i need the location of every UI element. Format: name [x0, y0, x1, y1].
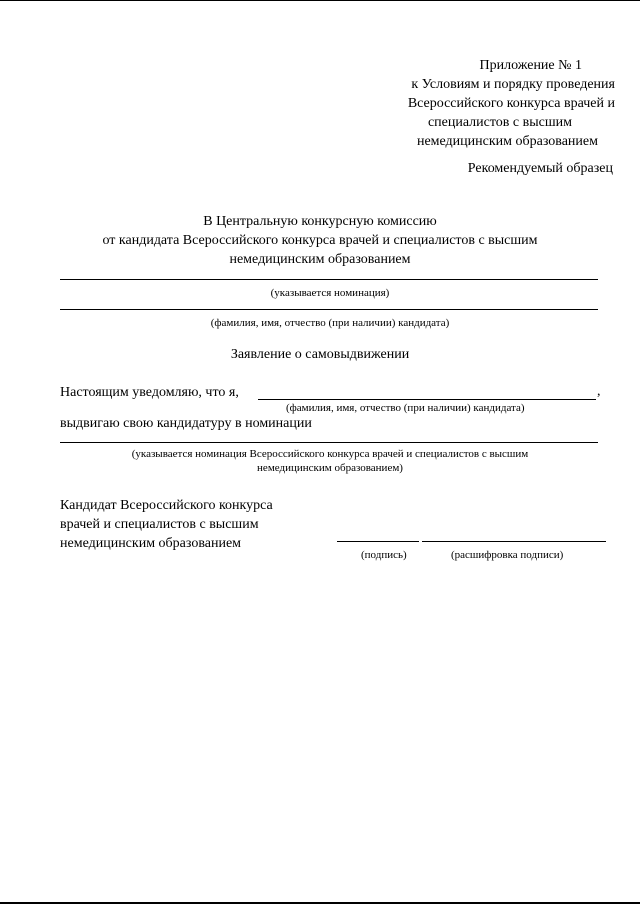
addressee-line-2: от кандидата Всероссийского конкурса врачей и специалистов с высшим — [102, 233, 538, 248]
signature-caption: (подпись) — [361, 549, 407, 561]
addressee-line-1: В Центральную конкурсную комиссию — [203, 214, 437, 229]
signature-line[interactable] — [337, 541, 419, 542]
appendix-line-5: немедицинским образованием — [416, 134, 598, 149]
nominate-text: выдвигаю свою кандидатуру в номинации — [60, 416, 312, 431]
page-bottom-border — [0, 902, 640, 904]
addressee-line-3: немедицинским образованием — [229, 252, 411, 267]
signature-decode-caption: (расшифровка подписи) — [451, 549, 564, 561]
notify-fio-caption: (фамилия, имя, отчество (при наличии) кандидата) — [286, 402, 525, 414]
page-top-border — [0, 0, 640, 1]
appendix-number: Приложение № 1 — [479, 58, 582, 73]
nomination-caption: (указывается номинация) — [270, 287, 390, 299]
fio-caption: (фамилия, имя, отчество (при наличии) кандидата) — [210, 317, 450, 329]
appendix-line-3: Всероссийского конкурса врачей и — [407, 96, 615, 111]
candidate-line-3: немедицинским образованием — [60, 536, 242, 551]
appendix-line-4: специалистов с высшим — [427, 115, 572, 130]
appendix-line-2: к Условиям и порядку проведения — [411, 77, 615, 92]
fio-line[interactable] — [60, 309, 598, 310]
nomination-line[interactable] — [60, 279, 598, 280]
statement-title: Заявление о самовыдвижении — [230, 347, 410, 362]
nominate-caption-line-1: (указывается номинация Всероссийского конкурса врачей и специалистов с высшим — [131, 448, 529, 460]
candidate-line-2: врачей и специалистов с высшим — [60, 517, 259, 532]
notify-fio-line[interactable] — [258, 399, 596, 400]
candidate-line-1: Кандидат Всероссийского конкурса — [60, 498, 273, 513]
signature-decode-line[interactable] — [422, 541, 606, 542]
nominate-line[interactable] — [60, 442, 598, 443]
nominate-caption-line-2: немедицинским образованием) — [257, 462, 403, 474]
recommended-sample: Рекомендуемый образец — [467, 161, 613, 176]
notify-suffix: , — [597, 384, 601, 399]
notify-prefix: Настоящим уведомляю, что я, — [60, 385, 239, 400]
